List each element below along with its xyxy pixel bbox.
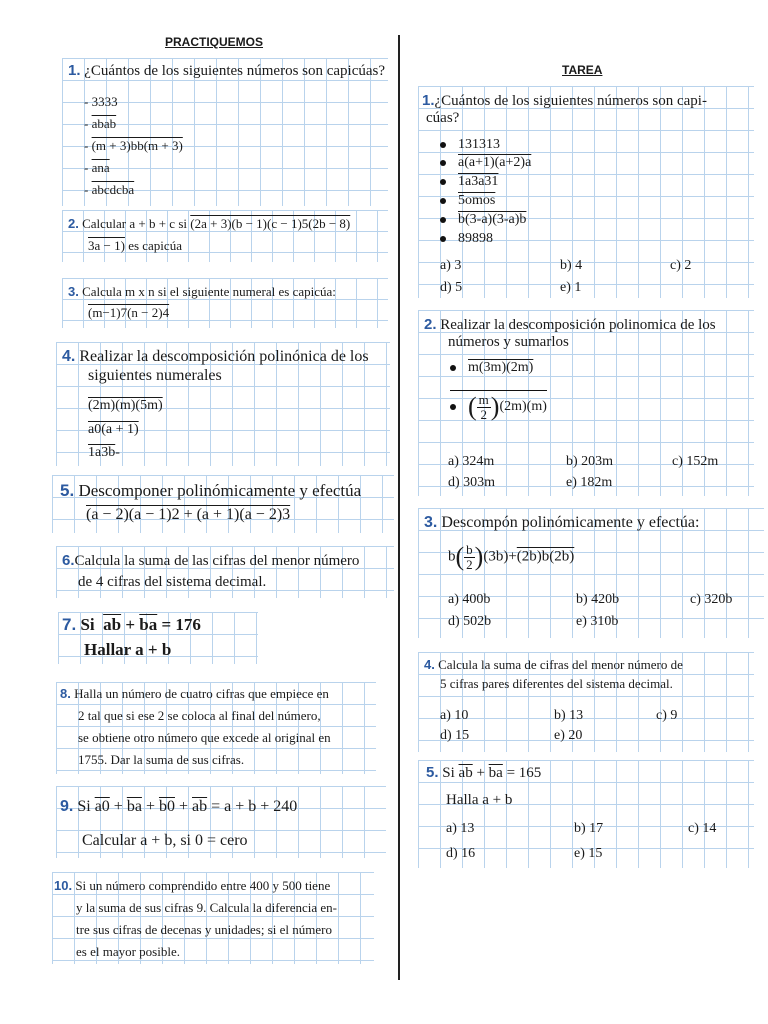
problem-7: 7. Si $\overline{ab} + \overline{ba} = 176$ Hallar a + b (58, 612, 258, 664)
problem-text: Descompón polinómicamente y efectúa: (441, 514, 700, 531)
problem-text: 1755. Dar la suma de sus cifras. (78, 752, 245, 767)
option-b: b) 4 (560, 258, 583, 273)
homework-3 (418, 508, 764, 638)
tarea-title: TAREA (562, 63, 603, 77)
problem-text: Hallar a + b (84, 640, 172, 659)
numeral: $\overline{ab}$ (192, 798, 208, 815)
item: - 3333 (84, 94, 118, 109)
homework-5: 5. Si $\overline{ab} + \overline{ba} = 165$ Halla a + b a) 13 b) 17 c) 14 d) 16 e) 15 (418, 760, 754, 868)
item: b(3-a)(3-a)b (440, 212, 526, 228)
problem-text: se obtiene otro número que excede al original en (78, 730, 331, 745)
item: 131313 (440, 137, 500, 153)
problem-10 (52, 872, 374, 964)
problem-text: tre sus cifras de decenas y unidades; si el número (76, 922, 332, 937)
problem-number: 4. (62, 348, 76, 365)
expression: (a − 2)(a − 1)2 + (a + 1)(a − 2)3 (86, 506, 291, 523)
numeral: a0(a + 1) (88, 422, 139, 437)
problem-text: ¿Cuántos de los siguientes números son capicúas? (84, 63, 386, 79)
problem-number: 5. (426, 764, 439, 781)
problem-text: ¿Cuántos de los siguientes números son capi- (434, 93, 707, 109)
numeral: a0 (94, 798, 110, 815)
problem-text: números y sumarlos (448, 334, 569, 350)
homework-2 (418, 310, 754, 496)
option-a: a) 324m (448, 454, 495, 469)
option-c: c) 2 (670, 258, 692, 273)
problem-number: 2. (68, 216, 79, 231)
option-b: b) 420b (576, 592, 620, 607)
problem-text: Si un número comprendido entre 400 y 500 tiene (75, 878, 331, 893)
problem-number: 5. (60, 481, 75, 500)
practiquemos-title: PRACTIQUEMOS (165, 35, 264, 49)
option-e: e) 310b (576, 614, 619, 629)
problem-text: Calcula m x n si el siguiente numeral es capicúa: (82, 284, 336, 299)
option-a: a) 13 (446, 821, 475, 836)
option-d: d) 15 (440, 728, 470, 743)
problem-text: Calcula la suma de cifras del menor número de (438, 657, 683, 672)
problem-text: Halla a + b (446, 792, 513, 808)
numeral: (2a + 3)(b − 1)(c − 1)5(2b − 8) (190, 216, 351, 231)
problem-2 (62, 210, 388, 262)
problem-number: 4. (424, 657, 435, 672)
expression: b( $\frac{b}{2}$ )(3b)+(2b)b(2b) (448, 541, 575, 572)
problem-number: 6. (62, 552, 75, 569)
problem-number: 8. (60, 686, 71, 701)
problem-3 (62, 278, 388, 328)
option-c: c) 14 (688, 821, 717, 836)
option-a: a) 400b (448, 592, 491, 607)
numeral: (m−1)7(n − 2)4 (88, 305, 170, 320)
problem-text: Realizar la descomposición polinónica de los (79, 348, 369, 365)
problem-9: 9. Si $a0 + \overline{ba} + b0 + \overline{ab} = a + b + 240$ Calcular a + b, si 0 = cero (56, 786, 386, 858)
problem-number: 9. (60, 798, 74, 815)
item: - (m + 3)bb(m + 3) (84, 138, 183, 153)
option-e: e) 1 (560, 280, 582, 295)
item: a(a+1)(a+2)a (440, 155, 531, 171)
problem-8 (56, 682, 376, 774)
problem-text: Halla un número de cuatro cifras que empiece en (74, 686, 329, 701)
problem-1 (62, 58, 388, 206)
option-a: a) 10 (440, 708, 469, 723)
numeral: $\overline{ab}$ (103, 615, 122, 634)
problem-number: 2. (424, 316, 437, 333)
option-c: c) 152m (672, 454, 719, 469)
option-e: e) 15 (574, 846, 603, 861)
problem-text: 5 cifras pares diferentes del sistema decimal. (440, 676, 673, 691)
problem-number: 10. (54, 878, 73, 893)
problem-number: 1. (422, 92, 435, 109)
problem-number: 1. (68, 62, 81, 79)
numeral: b0 (158, 798, 175, 815)
option-b: b) 13 (554, 708, 584, 723)
item: - abcdcba (84, 182, 135, 197)
item: - abab (84, 116, 117, 131)
item: - $\overline{ana}$ (84, 160, 110, 175)
option-e: e) 182m (566, 475, 613, 490)
problem-text: cúas? (426, 110, 460, 126)
item: 1a3a31 (440, 174, 498, 190)
item: 5omos (440, 193, 495, 209)
problem-text: y la suma de sus cifras 9. Calcula la diferencia en- (76, 900, 337, 915)
numeral: $\overline{ba}$ (126, 798, 142, 815)
option-d: d) 16 (446, 846, 476, 861)
problem-text: de 4 cifras del sistema decimal. (78, 574, 267, 590)
item: 89898 (440, 231, 493, 247)
problem-number: 3. (424, 514, 438, 531)
numeral: 1a3b (88, 445, 116, 460)
option-c: c) 320b (690, 592, 733, 607)
problem-number: 7. (62, 615, 77, 634)
problem-text: Descomponer polinómicamente y efectúa (78, 481, 362, 500)
problem-text: Calcula la suma de las cifras del menor número (74, 553, 360, 569)
option-d: d) 303m (448, 475, 496, 490)
numeral: $\overline{ab}$ (458, 765, 473, 781)
problem-6 (56, 546, 394, 598)
item: ( $\frac{m}{2}$ )(2m)(m) (450, 390, 547, 422)
problem-text: es el mayor posible. (76, 944, 180, 959)
numeral: $\overline{ba}$ (139, 615, 158, 634)
problem-number: 3. (68, 284, 79, 299)
option-a: a) 3 (440, 258, 462, 273)
option-b: b) 17 (574, 821, 604, 836)
problem-text: Calcular a + b + c si (82, 216, 188, 231)
problem-text: siguientes numerales (88, 367, 222, 384)
homework-4 (418, 652, 754, 752)
problem-text: Calcular a + b, si 0 = cero (82, 832, 248, 849)
option-d: d) 5 (440, 280, 463, 295)
column-divider (398, 35, 400, 980)
option-c: c) 9 (656, 708, 678, 723)
homework-1 (418, 86, 754, 298)
item: m(3m)(2m) (450, 360, 533, 376)
problem-text: Realizar la descomposición polinomica de los (440, 317, 716, 333)
problem-5 (52, 475, 394, 533)
problem-text: es capicúa (128, 238, 182, 253)
option-e: e) 20 (554, 728, 583, 743)
option-b: b) 203m (566, 454, 614, 469)
numeral: $\overline{ba}$ (488, 765, 503, 781)
problem-4: 4. Realizar la descomposición polinónica de los siguientes numerales (2m)(m)(5m) a0(a + 1) 1a3b- (56, 342, 390, 466)
numeral: 3a − 1) (88, 238, 125, 253)
option-d: d) 502b (448, 614, 492, 629)
numeral: (2m)(m)(5m) (88, 398, 163, 413)
problem-text: 2 tal que si ese 2 se coloca al final del número, (78, 708, 321, 723)
